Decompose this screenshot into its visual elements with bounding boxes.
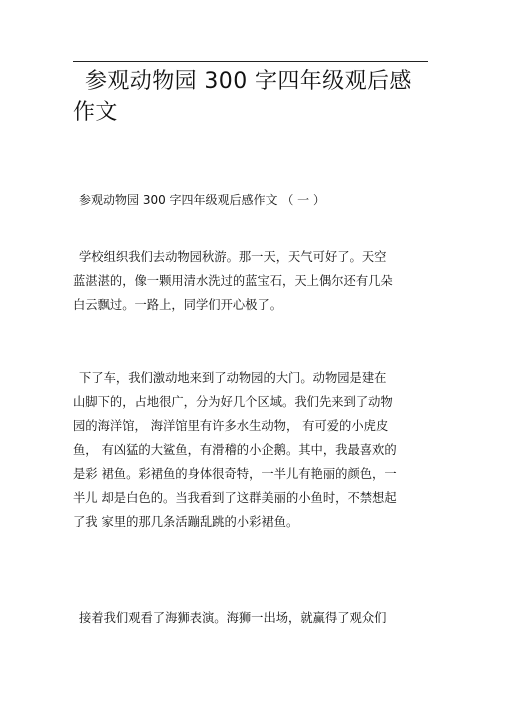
text-line: 园的海洋馆， 海洋馆里有许多水生动物， 有可爱的小虎皮 [73,419,389,433]
text-line: 蓝湛湛的，像一颗用清水洗过的蓝宝石，天上偶尔还有几朵 [73,274,393,288]
top-divider [73,61,428,62]
text-line: 接着我们观看了海狮表演。海狮一出场，就赢得了观众们 [79,611,387,625]
paragraph [73,606,438,630]
text-line: 是彩 裙鱼。彩裙鱼的身体很奇特，一半儿有艳丽的颜色，一 [73,467,397,481]
text-line: 山脚下的，占地很广，分为好几个区域。我们先来到了动物 [73,395,393,409]
text-line: 鱼， 有凶猛的大鲨鱼，有滑稽的小企鹅。其中，我最喜欢的 [73,443,397,457]
title-line: 参观动物园 300 字四年级观后感 [85,69,412,94]
title-line: 作文 [73,100,118,125]
text-line: 学校组织我们去动物园秋游。那一天，天气可好了。天空 [79,250,387,264]
paragraph [73,366,438,534]
text-line: 了我 家里的那几条活蹦乱跳的小彩裙鱼。 [73,515,299,529]
text-line: 半儿 却是白色的。当我看到了这群美丽的小鱼时，不禁想起 [73,491,397,505]
paragraph [73,245,438,317]
section-heading: 参观动物园 300 字四年级观后感作文 （ 一 ） [79,193,325,207]
document-title [73,66,428,128]
text-line: 下了车，我们激动地来到了动物园的大门。动物园是建在 [79,371,387,385]
text-line: 白云飘过。一路上，同学们开心极了。 [73,298,283,312]
